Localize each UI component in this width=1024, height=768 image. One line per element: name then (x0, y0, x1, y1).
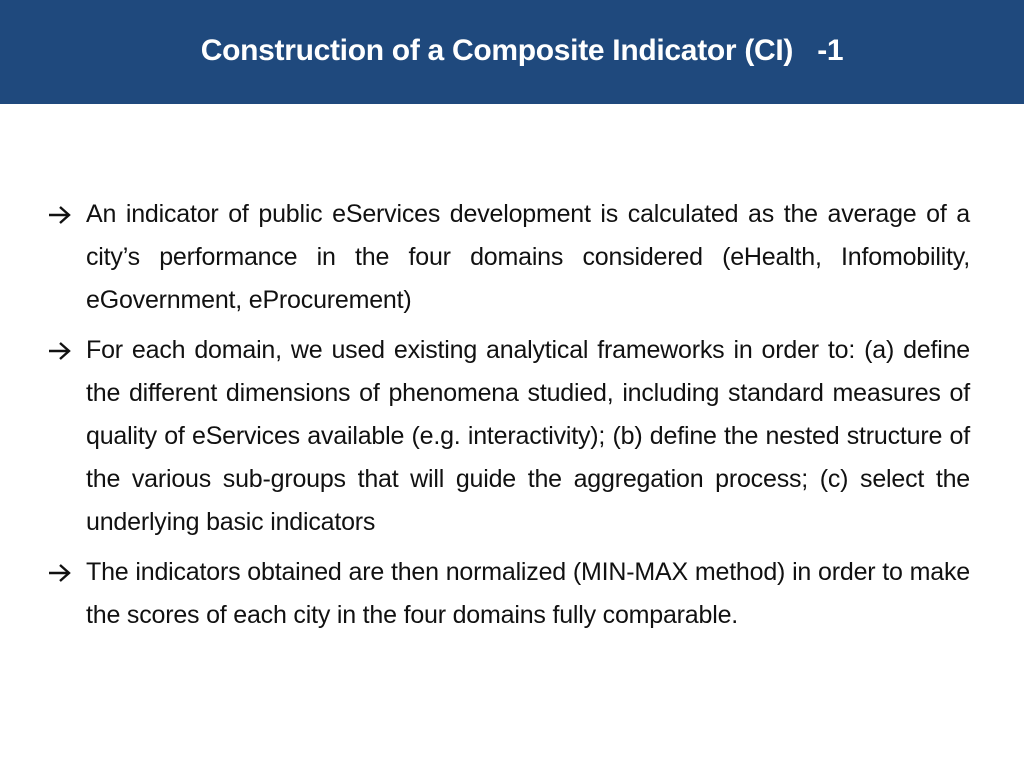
slide-title: Construction of a Composite Indicator (CI) -1 (200, 34, 844, 67)
bullet-item (48, 329, 970, 544)
right-arrow-icon (48, 551, 86, 594)
bullet-text: The indicators obtained are then normalized (MIN-MAX method) in order to make the scores of each city in the four domains fully comparable. (86, 558, 970, 629)
right-arrow-icon (48, 193, 86, 236)
bullet-text: An indicator of public eServices development is calculated as the average of a city’s performance in the four domains considered (eHealth, Infomobility, eGovernment, eProcurement) (86, 200, 970, 314)
title-bar (0, 0, 1024, 104)
bullet-item (48, 193, 970, 322)
bullet-item (48, 551, 970, 637)
bullet-text: For each domain, we used existing analytical frameworks in order to: (a) define the different dimensions of phenomena studied, including standard measures of quality of eServices available (e.g. interactivity); (b) define the nested structure of the various sub-groups that will guide the aggregation process; (c) select the underlying basic indicators (86, 336, 970, 536)
bullet-list (48, 193, 970, 644)
right-arrow-icon (48, 329, 86, 372)
